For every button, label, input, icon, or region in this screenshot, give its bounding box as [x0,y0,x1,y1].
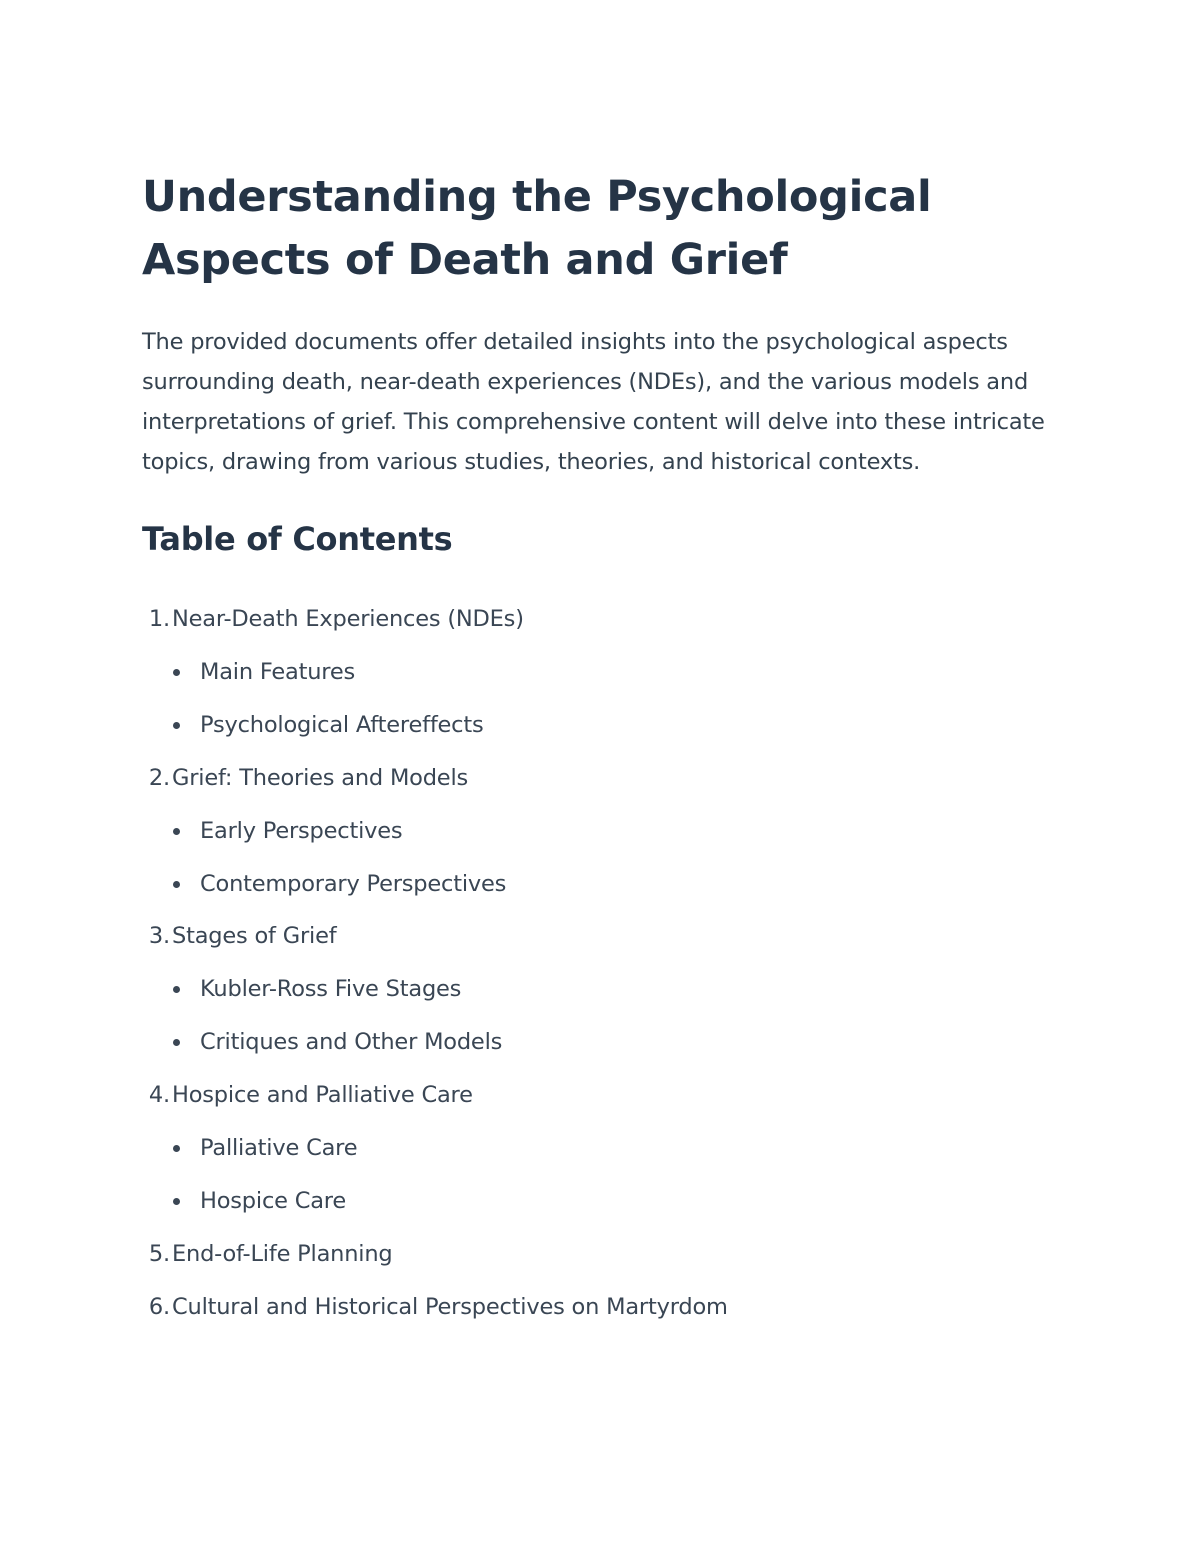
bullet-icon [173,1198,180,1205]
toc-item-number: 6. [148,1293,170,1320]
toc-subitem [142,646,1072,699]
bullet-icon [173,1145,180,1152]
intro-paragraph: The provided documents offer detailed insights into the psychological aspects surrounding death, near-death experiences (NDEs), and the various models and interpretations of grief. This comprehensive content will delve into these intricate topics, drawing from various studies, theories, and historical contexts. [142,329,1045,475]
toc-item-near-death-experiences [142,593,1072,752]
toc-subitem-label: Main Features [200,658,356,685]
bullet-icon [173,722,180,729]
toc-subitem [142,1122,1072,1175]
toc-subitem-label: Palliative Care [200,1135,358,1162]
toc-item-number: 5. [148,1240,170,1267]
bullet-icon [173,828,180,835]
document-content [142,166,1072,1334]
toc-heading: Table of Contents [142,520,453,558]
bullet-icon [173,1039,180,1046]
toc-item-label: Stages of Grief [172,923,337,950]
toc-subitem [142,699,1072,752]
document-title: Understanding the Psychological Aspects of Death and Grief [142,172,932,285]
bullet-icon [173,881,180,888]
toc-subitem [142,805,1072,858]
toc-item-label: End-of-Life Planning [172,1240,393,1267]
toc-subitem-label: Contemporary Perspectives [200,870,507,897]
toc-item-number: 3. [148,923,170,950]
table-of-contents [142,593,1072,1334]
toc-item-end-of-life-planning [142,1228,1072,1281]
toc-item-number: 2. [148,764,170,791]
toc-item-hospice-palliative-care [142,1069,1072,1228]
toc-subitem [142,858,1072,911]
toc-item-martyrdom [142,1281,1072,1334]
toc-item-number: 4. [148,1082,170,1109]
bullet-icon [173,986,180,993]
toc-item-number: 1. [148,606,170,632]
toc-item-label: Grief: Theories and Models [172,764,469,791]
toc-sublist [142,805,1072,911]
toc-subitem-label: Psychological Aftereffects [200,711,484,738]
toc-sublist [142,646,1072,752]
toc-sublist [142,963,1072,1069]
toc-subitem [142,963,1072,1016]
toc-item-grief-theories [142,752,1072,911]
toc-subitem-label: Critiques and Other Models [200,1029,503,1056]
toc-subitem-label: Kubler-Ross Five Stages [200,976,462,1003]
toc-item-stages-of-grief [142,910,1072,1069]
toc-sublist [142,1122,1072,1228]
toc-item-label: Hospice and Palliative Care [172,1082,473,1109]
toc-subitem-label: Early Perspectives [200,817,403,844]
toc-item-label: Near-Death Experiences (NDEs) [172,606,524,632]
toc-item-label: Cultural and Historical Perspectives on Martyrdom [172,1293,728,1320]
bullet-icon [173,669,180,676]
toc-subitem [142,1016,1072,1069]
toc-subitem-label: Hospice Care [200,1187,347,1214]
toc-subitem [142,1175,1072,1228]
